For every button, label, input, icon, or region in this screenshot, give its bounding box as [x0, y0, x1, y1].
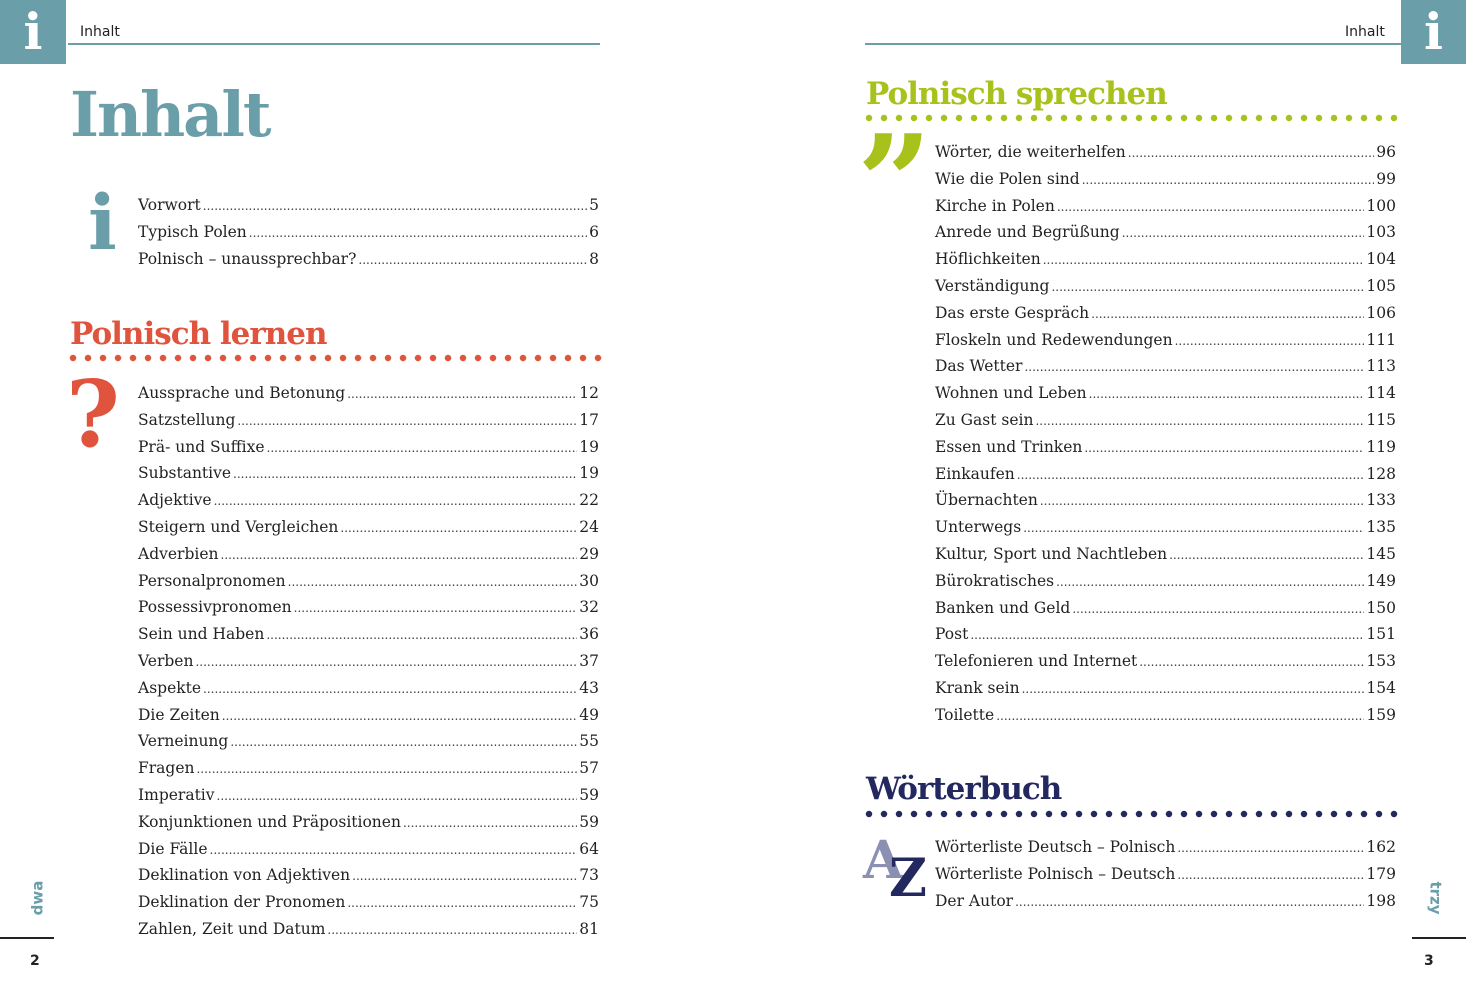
toc-entry[interactable] — [935, 465, 1396, 492]
toc-entry-page-number: 29 — [579, 544, 599, 563]
dot-leader — [230, 732, 577, 750]
dot-leader — [358, 250, 587, 268]
toc-entry[interactable] — [138, 840, 599, 867]
dot-leader — [996, 706, 1364, 724]
page-number: 3 — [1424, 953, 1434, 969]
toc-entry-page-number: 104 — [1366, 250, 1396, 269]
toc-entry[interactable] — [138, 572, 599, 599]
section-title-polnisch-lernen: Polnisch lernen — [70, 316, 327, 352]
toc-entry-page-number: 73 — [579, 866, 599, 885]
dot-leader — [217, 786, 578, 804]
question-mark-icon: ? — [66, 360, 120, 468]
toc-entry-page-number: 55 — [579, 732, 599, 751]
toc-entry[interactable] — [138, 438, 599, 465]
toc-entry[interactable] — [935, 545, 1396, 572]
toc-entry[interactable] — [138, 706, 599, 733]
toc-entry[interactable] — [935, 197, 1396, 224]
dot-leader — [222, 706, 577, 724]
dot-leader — [267, 438, 578, 456]
toc-entry-title: Wie die Polen sind — [935, 169, 1080, 188]
dotted-rule — [69, 354, 603, 362]
toc-entry-title: Adverbien — [138, 544, 219, 563]
toc-entry-title: Imperativ — [138, 785, 215, 804]
toc-entry-page-number: 96 — [1376, 143, 1396, 161]
toc-entry-page-number: 17 — [579, 410, 599, 429]
info-icon: i — [1401, 0, 1466, 64]
toc-entry[interactable] — [138, 518, 599, 545]
toc-entry-page-number: 113 — [1366, 357, 1396, 376]
section-title-woerterbuch: Wörterbuch — [866, 771, 1062, 807]
dot-leader — [1122, 223, 1365, 241]
dot-leader — [1177, 865, 1364, 883]
toc-entry[interactable] — [935, 223, 1396, 250]
toc-entry-page-number: 103 — [1366, 223, 1396, 242]
header-rule — [68, 43, 600, 45]
toc-entry-title: Wohnen und Leben — [935, 384, 1087, 403]
toc-entry-title: Bürokratisches — [935, 571, 1055, 590]
side-page-word: dwa — [28, 880, 47, 916]
dot-leader — [1043, 250, 1365, 268]
toc-entry-title: Banken und Geld — [935, 598, 1071, 617]
toc-entry-page-number: 114 — [1366, 384, 1396, 403]
toc-entry-title: Satzstellung — [138, 410, 236, 429]
toc-entry[interactable] — [935, 277, 1396, 304]
toc-entry-page-number: 99 — [1376, 169, 1396, 188]
toc-entry-title: Anrede und Begrüßung — [935, 223, 1120, 242]
toc-entry-title: Zahlen, Zeit und Datum — [138, 919, 326, 938]
toc-entry[interactable] — [935, 679, 1396, 706]
header-label: Inhalt — [1345, 24, 1385, 40]
toc-entry-page-number: 22 — [579, 491, 599, 510]
toc-entry-page-number: 153 — [1366, 652, 1396, 671]
toc-entry-page-number: 151 — [1366, 625, 1396, 644]
dot-leader — [1169, 545, 1364, 563]
toc-entry-page-number: 24 — [579, 517, 599, 536]
toc-entry[interactable] — [138, 223, 599, 250]
toc-entry-title: Kultur, Sport und Nachtleben — [935, 544, 1168, 563]
toc-entry-page-number: 145 — [1366, 544, 1396, 563]
toc-entry-page-number: 100 — [1366, 196, 1396, 215]
toc-entry-title: Adjektive — [138, 491, 212, 510]
dot-leader — [1177, 838, 1364, 856]
dot-leader — [1057, 197, 1365, 215]
toc-entry-title: Possessivpronomen — [138, 598, 292, 617]
toc-entry-page-number: 37 — [579, 651, 599, 670]
toc-entry[interactable] — [935, 331, 1396, 358]
dot-leader — [1040, 491, 1365, 509]
toc-entry-page-number: 32 — [579, 598, 599, 617]
toc-entry-page-number: 133 — [1366, 491, 1396, 510]
toc-entry-title: Die Zeiten — [138, 705, 220, 724]
dot-leader — [1023, 518, 1364, 536]
toc-entry-page-number: 149 — [1366, 571, 1396, 590]
dot-leader — [288, 572, 578, 590]
dot-leader — [352, 866, 577, 884]
toc-entry[interactable] — [138, 759, 599, 786]
dot-leader — [1139, 652, 1364, 670]
toc-entry[interactable] — [138, 598, 599, 625]
toc-entry-title: Wörterliste Deutsch – Polnisch — [935, 838, 1176, 856]
toc-entry-title: Die Fälle — [138, 839, 208, 858]
toc-entry-title: Verneinung — [138, 732, 229, 751]
quote-icon: ” — [857, 106, 932, 259]
toc-entry-page-number: 30 — [579, 571, 599, 590]
toc-entry-title: Vorwort — [138, 196, 201, 214]
toc-entry-page-number: 111 — [1366, 330, 1396, 349]
toc-entry-title: Toilette — [935, 705, 995, 724]
toc-entry[interactable] — [138, 866, 599, 893]
toc-entry[interactable] — [935, 572, 1396, 599]
toc-entry-title: Unterwegs — [935, 518, 1022, 537]
dot-leader — [340, 518, 577, 536]
toc-entry-title: Substantive — [138, 464, 232, 483]
toc-entry-title: Wörter, die weiterhelfen — [935, 143, 1126, 161]
dotted-rule — [865, 114, 1401, 122]
dot-leader — [1051, 277, 1364, 295]
toc-entry-title: Typisch Polen — [138, 222, 247, 241]
toc-entry-title: Deklination der Pronomen — [138, 893, 346, 912]
right-page — [733, 0, 1466, 1000]
toc-entry[interactable] — [138, 545, 599, 572]
dot-leader — [1017, 465, 1365, 483]
toc-entry-page-number: 59 — [579, 785, 599, 804]
dot-leader — [327, 920, 577, 938]
toc-entry-page-number: 59 — [579, 812, 599, 831]
toc-entry[interactable] — [138, 384, 599, 411]
corner-rule — [1412, 937, 1466, 939]
toc-entry[interactable] — [138, 411, 599, 438]
letter-a-icon: A — [863, 830, 904, 891]
toc-entry-page-number: 162 — [1366, 838, 1396, 856]
toc-entry[interactable] — [935, 599, 1396, 626]
toc-entry-page-number: 49 — [579, 705, 599, 724]
header-rule — [865, 43, 1401, 45]
toc-entry-page-number: 81 — [579, 919, 599, 938]
toc-entry-page-number: 5 — [589, 196, 599, 214]
dot-leader — [214, 491, 578, 509]
toc-entry-title: Personalpronomen — [138, 571, 286, 590]
dot-leader — [1015, 892, 1364, 910]
toc-entry-page-number: 179 — [1366, 864, 1396, 883]
toc-entry-page-number: 75 — [579, 893, 599, 912]
toc-entry-page-number: 57 — [579, 759, 599, 778]
toc-entry-title: Höflichkeiten — [935, 250, 1041, 269]
dot-leader — [1084, 438, 1364, 456]
dot-leader — [237, 411, 577, 429]
toc-entry[interactable] — [138, 196, 599, 223]
dot-leader — [1128, 143, 1374, 161]
toc-entry[interactable] — [138, 464, 599, 491]
dot-leader — [195, 652, 577, 670]
page-title: Inhalt — [70, 78, 270, 151]
toc-entry[interactable] — [935, 838, 1396, 865]
toc-woerterbuch-list — [935, 838, 1396, 918]
toc-entry[interactable] — [138, 625, 599, 652]
toc-entry[interactable] — [138, 813, 599, 840]
toc-entry-title: Prä- und Suffixe — [138, 437, 265, 456]
dot-leader — [1072, 599, 1364, 617]
info-icon: i — [0, 0, 66, 64]
toc-entry-title: Krank sein — [935, 678, 1020, 697]
toc-entry-title: Wörterliste Polnisch – Deutsch — [935, 864, 1176, 883]
corner-rule — [0, 937, 54, 939]
page-number: 2 — [30, 953, 40, 969]
dot-leader — [233, 464, 577, 482]
letter-z-icon: Z — [889, 848, 927, 909]
toc-entry[interactable] — [138, 920, 599, 947]
section-title-polnisch-sprechen: Polnisch sprechen — [866, 76, 1167, 112]
toc-entry-title: Aussprache und Betonung — [138, 384, 346, 402]
toc-entry[interactable] — [935, 706, 1396, 733]
dot-leader — [294, 598, 578, 616]
toc-entry-title: Fragen — [138, 759, 195, 778]
dot-leader — [196, 759, 577, 777]
toc-entry-page-number: 43 — [579, 678, 599, 697]
toc-entry-title: Post — [935, 625, 969, 644]
dot-leader — [266, 625, 577, 643]
toc-entry-title: Konjunktionen und Präpositionen — [138, 812, 401, 831]
toc-entry-page-number: 128 — [1366, 464, 1396, 483]
dot-leader — [1035, 411, 1364, 429]
toc-entry-title: Sein und Haben — [138, 625, 265, 644]
toc-entry-title: Polnisch – unaussprechbar? — [138, 249, 357, 268]
toc-entry[interactable] — [935, 411, 1396, 438]
toc-entry-title: Floskeln und Redewendungen — [935, 330, 1173, 349]
toc-entry-page-number: 119 — [1366, 437, 1396, 456]
toc-entry[interactable] — [138, 250, 599, 277]
toc-entry[interactable] — [935, 518, 1396, 545]
dot-leader — [1089, 384, 1365, 402]
toc-intro-list — [138, 196, 599, 276]
toc-entry-page-number: 150 — [1366, 598, 1396, 617]
dot-leader — [1022, 679, 1365, 697]
dot-leader — [249, 223, 587, 241]
toc-entry-title: Kirche in Polen — [935, 196, 1055, 215]
toc-entry[interactable] — [935, 865, 1396, 892]
header-label: Inhalt — [80, 24, 120, 40]
toc-entry-page-number: 135 — [1366, 518, 1396, 537]
toc-entry-page-number: 198 — [1366, 891, 1396, 910]
toc-entry[interactable] — [935, 438, 1396, 465]
dot-leader — [203, 679, 577, 697]
toc-entry[interactable] — [138, 786, 599, 813]
toc-entry-page-number: 106 — [1366, 303, 1396, 322]
toc-entry-page-number: 105 — [1366, 276, 1396, 295]
toc-entry[interactable] — [935, 491, 1396, 518]
toc-entry-title: Essen und Trinken — [935, 437, 1083, 456]
toc-entry-title: Deklination von Adjektiven — [138, 866, 351, 885]
dot-leader — [1056, 572, 1364, 590]
dot-leader — [347, 384, 577, 402]
dot-leader — [970, 625, 1364, 643]
toc-entry-title: Verständigung — [935, 276, 1050, 295]
toc-entry[interactable] — [935, 357, 1396, 384]
toc-entry-page-number: 12 — [579, 384, 599, 402]
toc-sprechen-list — [935, 143, 1396, 733]
toc-entry[interactable] — [935, 652, 1396, 679]
toc-entry-page-number: 64 — [579, 839, 599, 858]
toc-entry[interactable] — [138, 491, 599, 518]
toc-entry-title: Einkaufen — [935, 464, 1015, 483]
toc-entry-title: Aspekte — [138, 678, 202, 697]
toc-entry[interactable] — [935, 892, 1396, 919]
toc-entry-page-number: 6 — [589, 222, 599, 241]
toc-entry[interactable] — [935, 625, 1396, 652]
toc-entry[interactable] — [935, 143, 1396, 170]
toc-lernen-list — [138, 384, 599, 947]
dotted-rule — [865, 810, 1401, 818]
toc-entry[interactable] — [138, 893, 599, 920]
toc-entry[interactable] — [138, 732, 599, 759]
toc-entry[interactable] — [935, 170, 1396, 197]
dot-leader — [1175, 331, 1365, 349]
dot-leader — [1024, 357, 1364, 375]
toc-entry-page-number: 19 — [579, 437, 599, 456]
dot-leader — [403, 813, 577, 831]
side-page-word: trzy — [1426, 881, 1445, 915]
dot-leader — [203, 196, 587, 214]
toc-entry-title: Übernachten — [935, 491, 1038, 510]
toc-entry-page-number: 115 — [1366, 410, 1396, 429]
dot-leader — [1091, 304, 1364, 322]
toc-entry-title: Das erste Gespräch — [935, 303, 1090, 322]
dot-leader — [210, 840, 578, 858]
toc-entry-title: Das Wetter — [935, 357, 1023, 376]
toc-entry[interactable] — [935, 384, 1396, 411]
toc-entry[interactable] — [138, 652, 599, 679]
toc-entry-page-number: 19 — [579, 464, 599, 483]
toc-entry-title: Steigern und Vergleichen — [138, 517, 339, 536]
toc-entry-page-number: 154 — [1366, 678, 1396, 697]
toc-entry[interactable] — [935, 250, 1396, 277]
toc-entry-page-number: 36 — [579, 625, 599, 644]
dot-leader — [221, 545, 578, 563]
dot-leader — [1082, 170, 1375, 188]
toc-entry-title: Zu Gast sein — [935, 410, 1034, 429]
toc-entry-page-number: 8 — [589, 249, 599, 268]
toc-entry-title: Der Autor — [935, 891, 1014, 910]
toc-entry-page-number: 159 — [1366, 705, 1396, 724]
toc-entry[interactable] — [935, 304, 1396, 331]
toc-entry[interactable] — [138, 679, 599, 706]
toc-entry-title: Telefonieren und Internet — [935, 652, 1138, 671]
toc-entry-title: Verben — [138, 651, 194, 670]
info-icon: i — [88, 178, 117, 267]
dot-leader — [347, 893, 577, 911]
